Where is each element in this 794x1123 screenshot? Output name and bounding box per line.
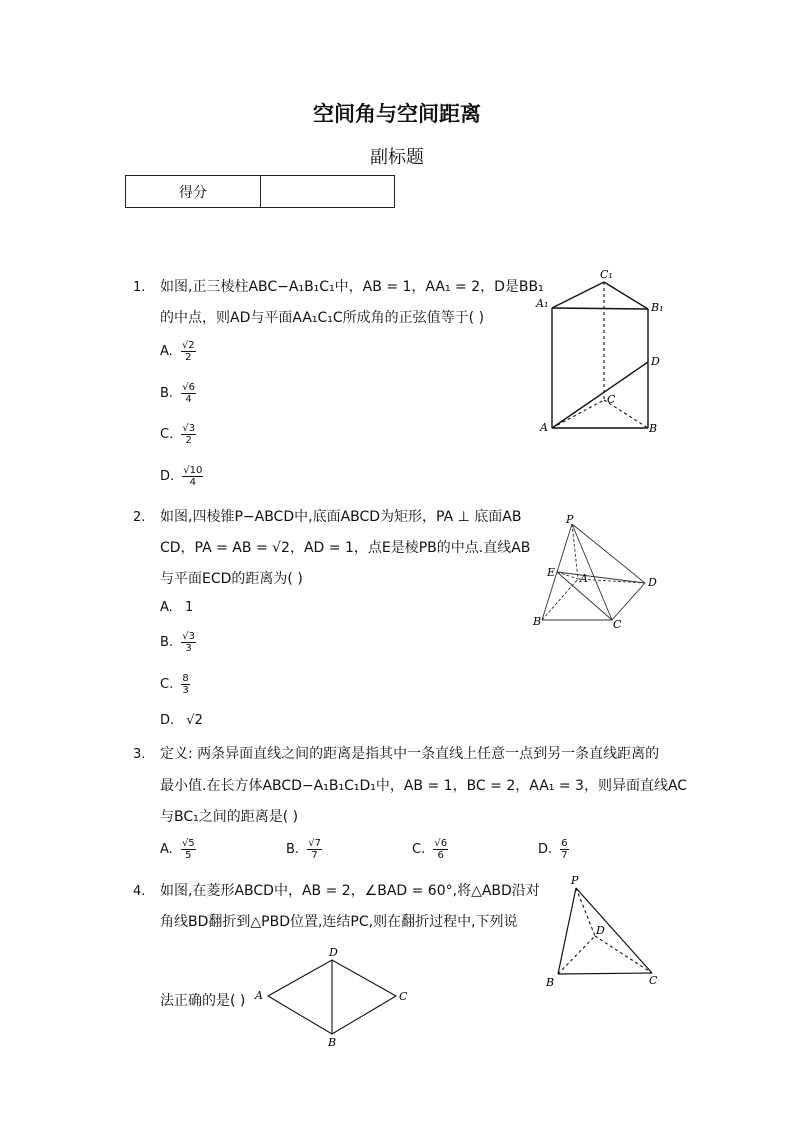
label-D: D xyxy=(648,576,657,589)
label-B: B xyxy=(328,1036,337,1048)
label-C1: C₁ xyxy=(600,268,613,281)
label-C: C xyxy=(613,618,622,631)
option-fraction: $\frac{√3}{3}$ xyxy=(182,631,195,654)
label-C: C xyxy=(649,974,658,987)
q1-line2: 的中点，则AD与平面AA₁C₁C所成角的正弦值等于( ) xyxy=(160,310,485,326)
q3-number: 3. xyxy=(133,747,146,762)
option-label: D. xyxy=(538,842,553,857)
option-label: B. xyxy=(160,635,174,650)
option-label: A. xyxy=(160,842,173,857)
q2-pyramid-figure xyxy=(528,512,664,634)
option-label: C. xyxy=(160,427,174,442)
option-fraction: $\frac{√3}{2}$ xyxy=(182,423,196,446)
q1-option-c[interactable] xyxy=(160,423,196,446)
q1-number: 1. xyxy=(133,280,146,295)
label-A1: A₁ xyxy=(536,297,549,310)
label-P: P xyxy=(571,874,579,887)
label-C: C xyxy=(399,990,408,1003)
q4-line1: 如图,在菱形ABCD中，AB = 2，∠BAD = 60°,将△ABD沿对 xyxy=(160,883,540,899)
q1-option-b[interactable] xyxy=(160,382,196,405)
option-label: B. xyxy=(160,386,174,401)
q4-line2: 角线BD翻折到△PBD位置,连结PC,则在翻折过程中,下列说 xyxy=(160,914,518,930)
label-B: B xyxy=(649,422,658,435)
page-subtitle: 副标题 xyxy=(370,147,424,168)
q3-option-c[interactable] xyxy=(412,838,448,861)
label-C: C xyxy=(607,393,616,406)
q4-number: 4. xyxy=(133,884,146,899)
label-A: A xyxy=(540,421,548,434)
option-label: D. xyxy=(160,469,175,484)
q2-option-a[interactable] xyxy=(160,600,193,615)
option-fraction: $\frac{8}{3}$ xyxy=(182,673,189,696)
option-fraction: $\frac{√6}{6}$ xyxy=(434,838,448,861)
option-fraction: $\frac{√2}{2}$ xyxy=(181,340,195,363)
q2-option-d[interactable] xyxy=(160,713,203,728)
label-A: A xyxy=(580,572,588,585)
score-value-cell[interactable] xyxy=(261,176,395,208)
label-B1: B₁ xyxy=(651,301,664,314)
q1-line1: 如图,正三棱柱ABC−A₁B₁C₁中，AB = 1，AA₁ = 2，D是BB₁ xyxy=(160,279,544,295)
option-label: C. xyxy=(160,677,174,692)
q4-tetrahedron-figure xyxy=(540,870,664,992)
label-E: E xyxy=(547,566,556,579)
q1-option-a[interactable] xyxy=(160,340,196,363)
q1-prism-figure xyxy=(530,265,670,440)
q4-rhombus-figure xyxy=(252,944,412,1048)
score-label: 得分 xyxy=(126,176,261,208)
q2-option-c[interactable] xyxy=(160,673,190,696)
q3-option-b[interactable] xyxy=(286,838,322,861)
option-label: C. xyxy=(412,842,426,857)
option-fraction: $\frac{√7}{7}$ xyxy=(308,838,321,861)
label-P: P xyxy=(566,513,574,526)
option-text: 1 xyxy=(184,600,194,615)
q2-line3: 与平面ECD的距离为( ) xyxy=(160,571,303,587)
q3-option-d[interactable] xyxy=(538,838,569,861)
option-fraction: $\frac{√5}{5}$ xyxy=(181,838,195,861)
page-title: 空间角与空间距离 xyxy=(313,102,481,126)
q3-line1: 定义: 两条异面直线之间的距离是指其中一条直线上任意一点到另一条直线距离的 xyxy=(160,746,660,762)
q2-line2: CD，PA = AB = √2，AD = 1，点E是棱PB的中点.直线AB xyxy=(160,540,531,556)
q2-number: 2. xyxy=(133,510,146,525)
q4-line3: 法正确的是( ) xyxy=(160,993,246,1009)
option-label: A. xyxy=(160,344,173,359)
q3-line2: 最小值.在长方体ABCD−A₁B₁C₁D₁中，AB = 1，BC = 2，AA₁ = 3，则异面直线AC xyxy=(160,778,688,794)
q3-option-a[interactable] xyxy=(160,838,196,861)
q2-option-b[interactable] xyxy=(160,631,196,654)
option-fraction: $\frac{√10}{4}$ xyxy=(183,465,203,488)
option-label: B. xyxy=(286,842,300,857)
option-label: D. xyxy=(160,713,175,728)
q2-line1: 如图,四棱锥P−ABCD中,底面ABCD为矩形，PA ⊥ 底面AB xyxy=(160,509,522,525)
label-D: D xyxy=(651,355,660,368)
option-fraction: $\frac{6}{7}$ xyxy=(561,838,568,861)
label-D: D xyxy=(596,924,605,937)
label-D: D xyxy=(329,946,338,959)
score-table xyxy=(125,175,395,208)
option-fraction: $\frac{√6}{4}$ xyxy=(182,382,195,405)
q3-line3: 与BC₁之间的距离是( ) xyxy=(160,809,299,825)
label-B: B xyxy=(533,615,542,628)
q1-option-d[interactable] xyxy=(160,465,203,488)
option-text: √2 xyxy=(186,713,203,728)
option-label: A. xyxy=(160,600,173,615)
label-B: B xyxy=(546,976,555,989)
label-A: A xyxy=(255,989,263,1002)
